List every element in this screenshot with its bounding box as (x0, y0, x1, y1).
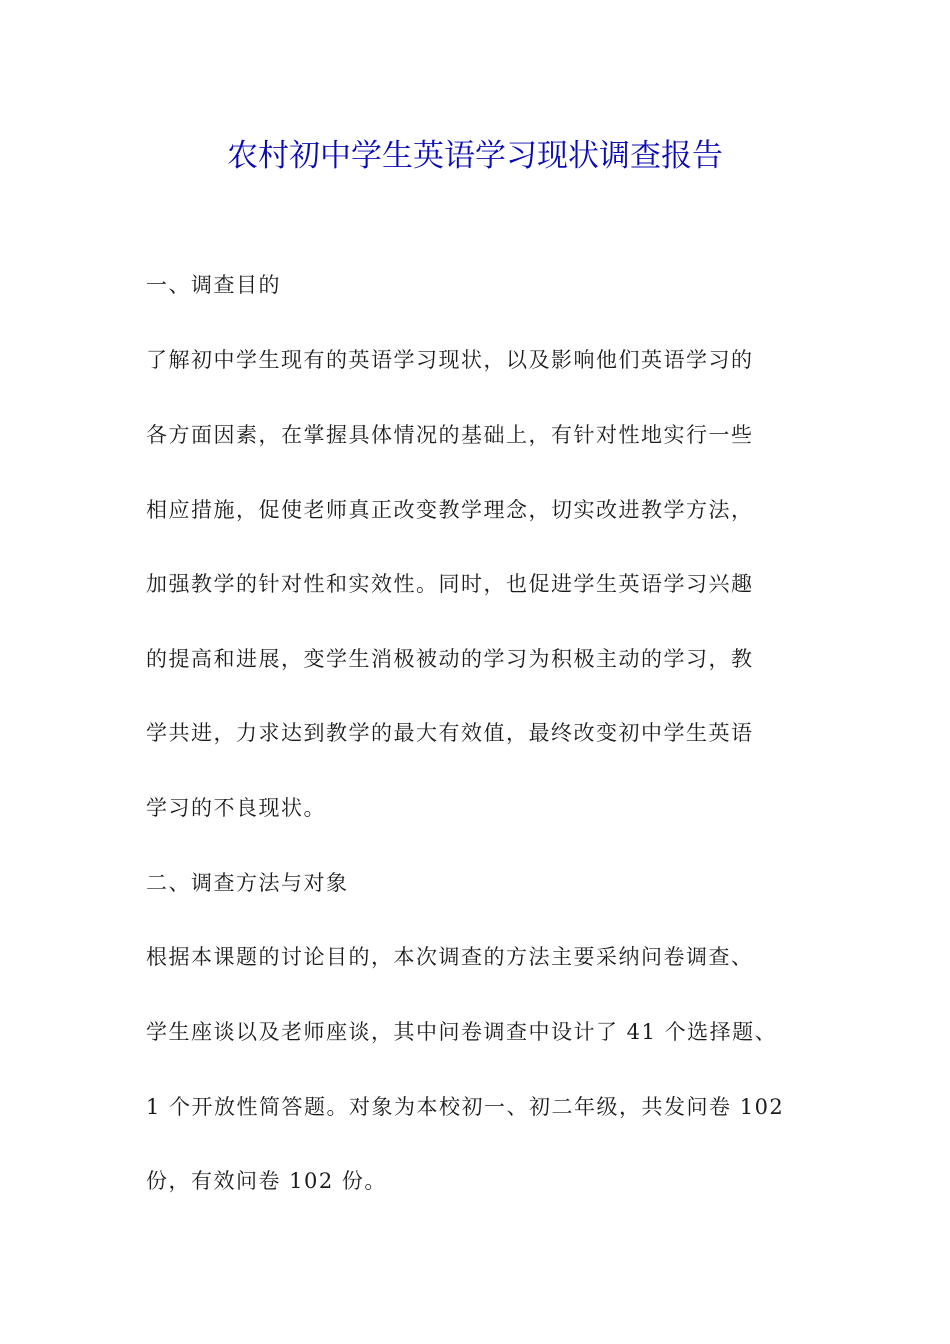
paragraph-line: 了解初中学生现有的英语学习现状，以及影响他们英语学习的 (146, 348, 754, 372)
paragraph-line: 加强教学的针对性和实效性。同时，也促进学生英语学习兴趣 (146, 572, 754, 596)
paragraph-line: 各方面因素，在掌握具体情况的基础上，有针对性地实行一些 (146, 423, 754, 447)
section-heading-purpose: 一、调查目的 (146, 273, 281, 297)
section-heading-method: 二、调查方法与对象 (146, 871, 349, 895)
paragraph-line: 根据本课题的讨论目的，本次调查的方法主要采纳问卷调查、 (146, 945, 754, 969)
document-title: 农村初中学生英语学习现状调查报告 (227, 138, 723, 174)
paragraph-line: 学生座谈以及老师座谈，其中问卷调查中设计了 41 个选择题、 (146, 1020, 778, 1044)
paragraph-line: 份，有效问卷 102 份。 (146, 1169, 387, 1193)
paragraph-line: 的提高和进展，变学生消极被动的学习为积极主动的学习，教 (146, 647, 754, 671)
paragraph-line: 学习的不良现状。 (146, 796, 326, 820)
paragraph-line: 学共进，力求达到教学的最大有效值，最终改变初中学生英语 (146, 721, 754, 745)
paragraph-line: 1 个开放性简答题。对象为本校初一、初二年级，共发问卷 102 (146, 1095, 785, 1119)
paragraph-line: 相应措施，促使老师真正改变教学理念，切实改进教学方法， (146, 498, 754, 522)
